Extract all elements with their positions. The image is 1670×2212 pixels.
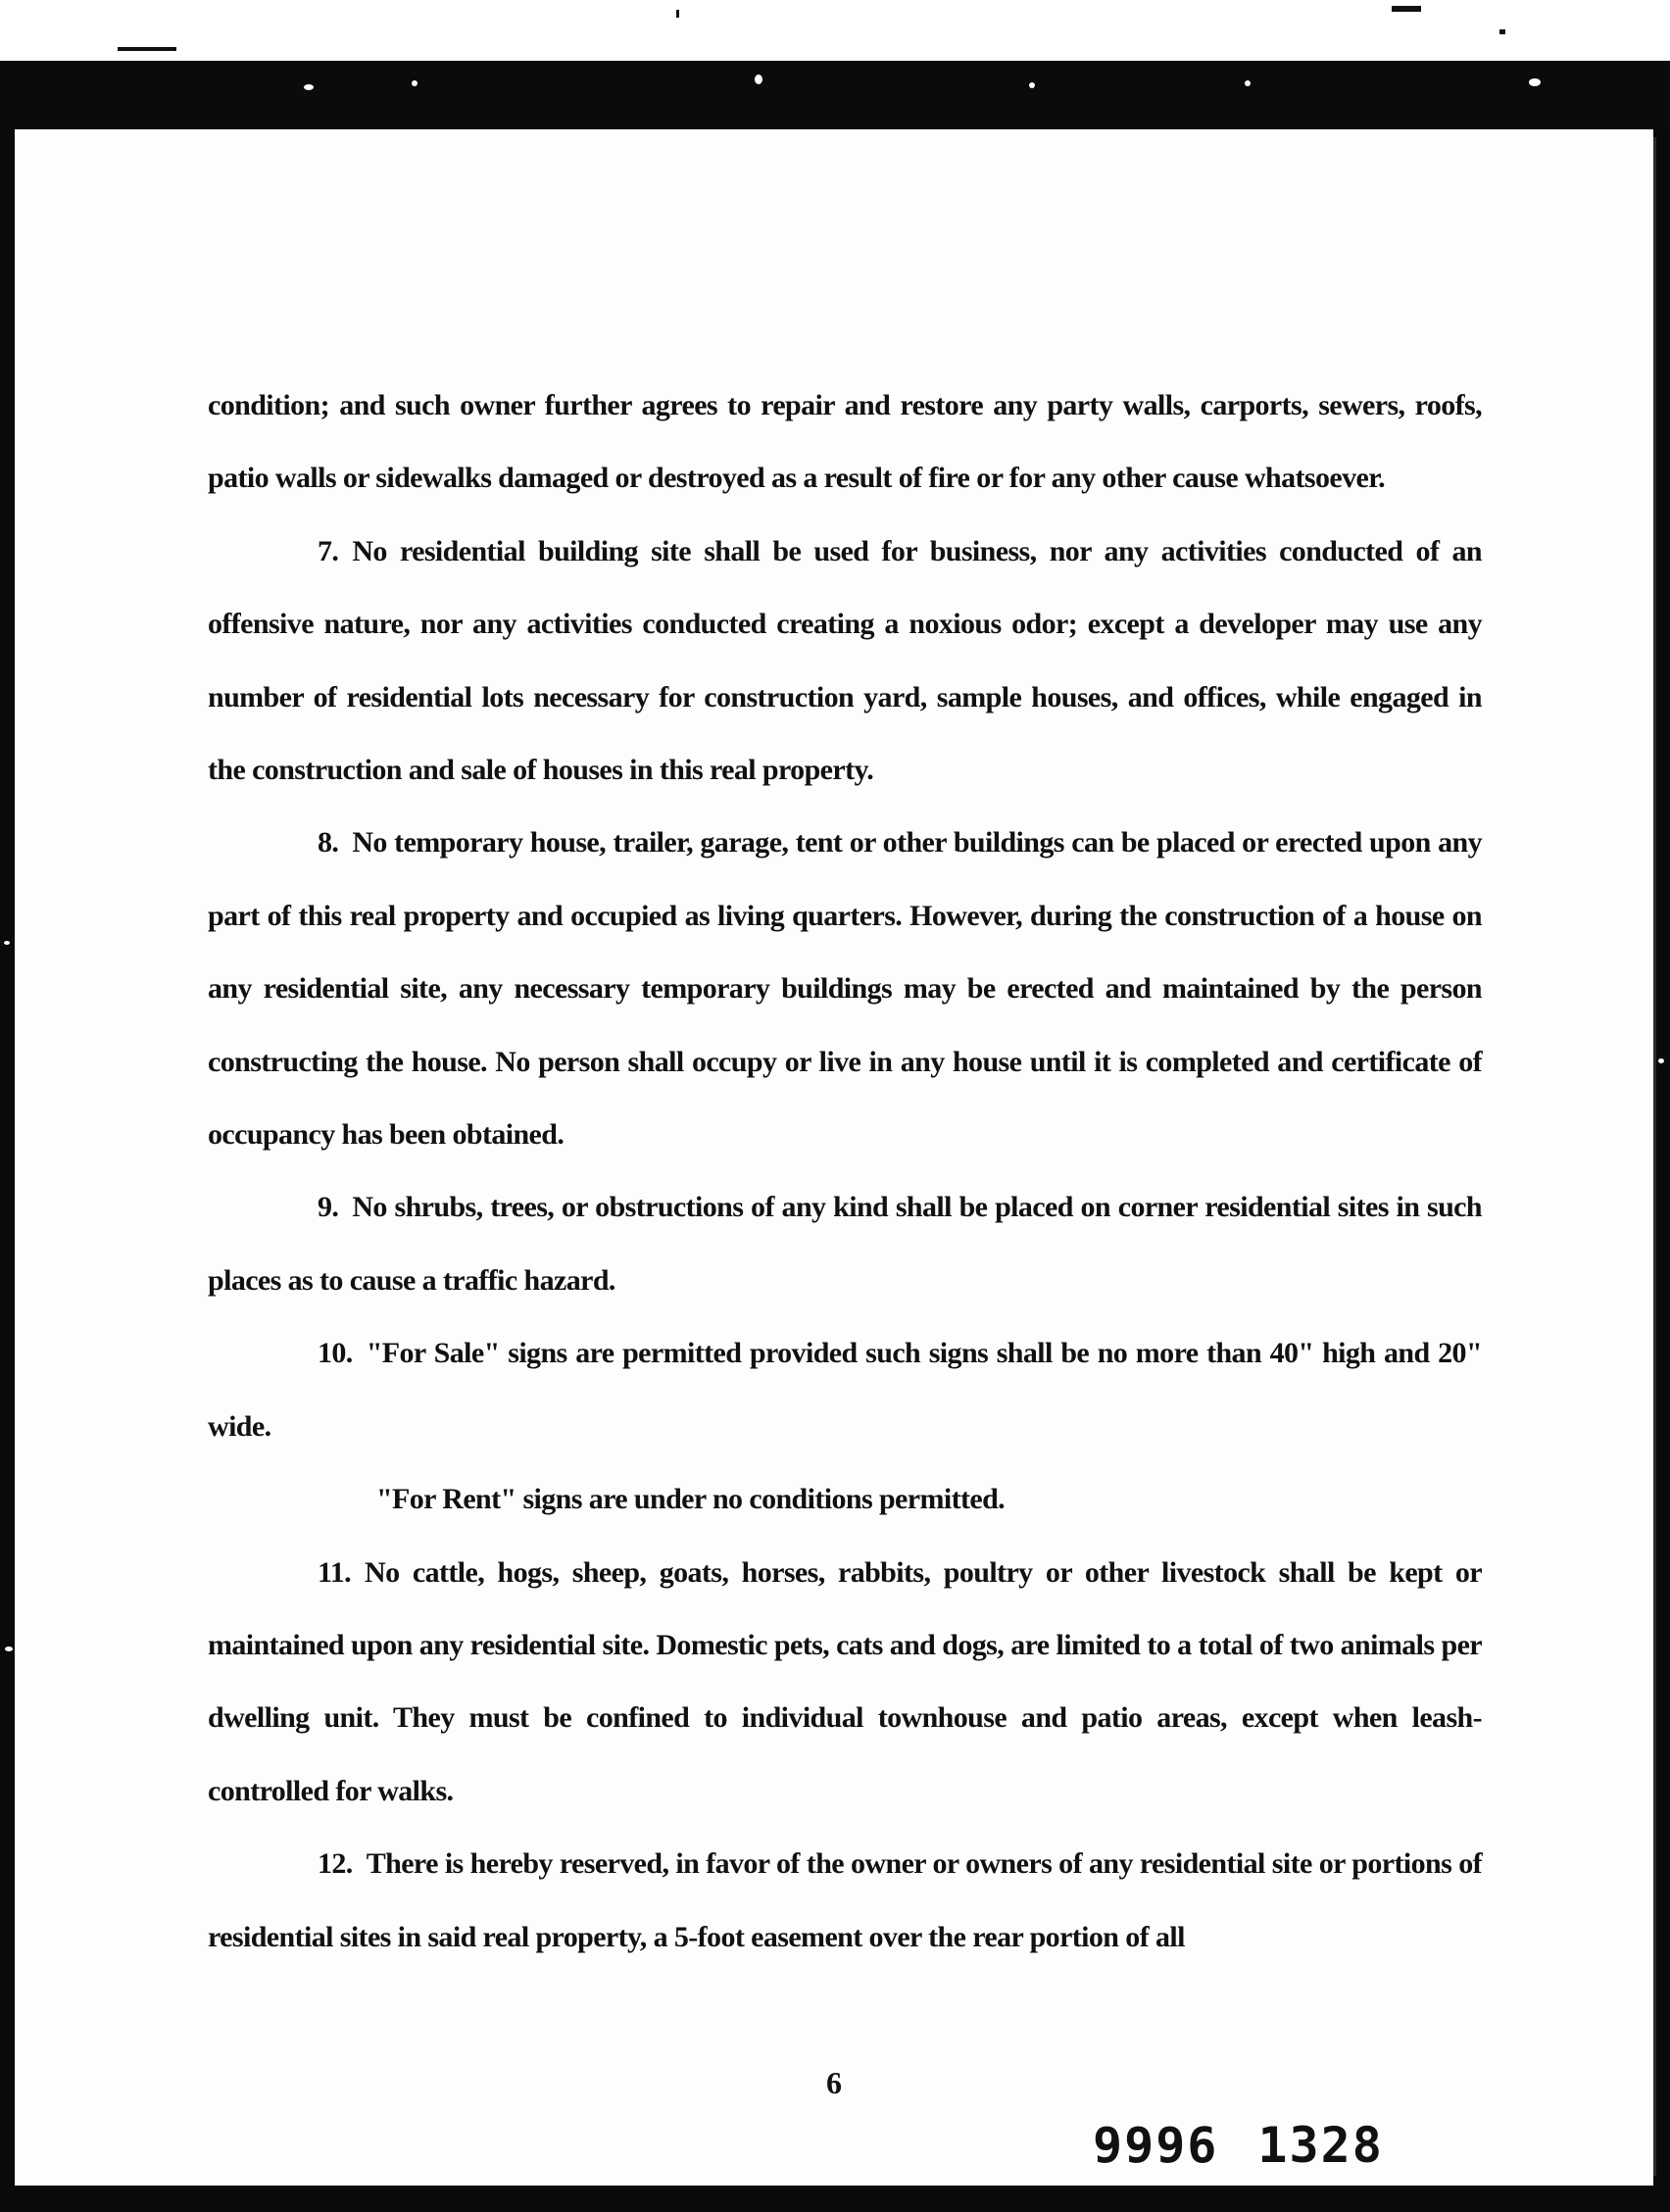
scan-speck (1529, 78, 1541, 86)
paragraph-text: No cattle, hogs, sheep, goats, horses, rabbits, poultry or other livestock shall be kept or maintained upon any residential site. Domestic pets, cats and dogs, are limited to a total of two animals per dwelling unit. They must be confined to individual townhouse and patio areas, except when leash-controlled for walks. (208, 1555, 1482, 1807)
paragraph-number: 8. (318, 826, 339, 860)
paragraph-number: 7. (318, 534, 339, 567)
scan-dark-band (0, 61, 1670, 129)
paragraph-number: 11. (318, 1555, 352, 1589)
paragraph-text: condition; and such owner further agrees to repair and restore any party walls, carports, sewers, roofs, patio walls or sidewalks damaged or destroyed as a result of fire or for any other cause whatsoever. (208, 389, 1482, 495)
paragraph-11 (208, 1537, 1482, 1829)
stamp-page-number: 1328 (1257, 2117, 1384, 2174)
paragraph-number: 10. (318, 1337, 353, 1370)
scan-speck (1392, 6, 1421, 12)
paragraph-for-rent (208, 1463, 1482, 1536)
page-number: 6 (826, 2065, 842, 2100)
paragraph-text: No temporary house, trailer, garage, tent or other buildings can be placed or erected upon any part of this real property and occupied as living quarters. However, during the construction of a house on any residential site, any necessary temporary buildings may be erected and maintained by the person constructing the house. No person shall occupy or live in any house until it is completed and certificate of occupancy has been obtained. (208, 826, 1482, 1152)
stamp-book-number: 9996 (1093, 2117, 1219, 2174)
scan-speck (1029, 82, 1035, 88)
paragraph-8 (208, 807, 1482, 1171)
paragraph-text: "For Sale" signs are permitted provided such signs shall be no more than 40" high and 20" wide. (208, 1337, 1482, 1443)
paragraph-text: No shrubs, trees, or obstructions of any kind shall be placed on corner residential sites in such places as to cause a traffic hazard. (208, 1191, 1482, 1297)
scan-speck (4, 941, 10, 945)
scan-speck (304, 84, 314, 90)
paragraph-number: 12. (318, 1847, 353, 1881)
scan-speck (1245, 80, 1251, 86)
scan-speck (1499, 29, 1505, 34)
scan-speck (755, 74, 762, 84)
scan-edge (1653, 137, 1656, 2176)
paragraph-text: No residential building site shall be used for business, nor any activities conducted of an offensive nature, nor any activities conducted creating a noxious odor; except a developer may use any number of residential lots necessary for construction yard, sample houses, and offices, while engaged in the construction and sale of houses in this real property. (208, 534, 1482, 787)
scan-top-margin (0, 0, 1670, 61)
paragraph-10 (208, 1317, 1482, 1463)
paragraph-text: "For Rent" signs are under no conditions permitted. (376, 1483, 1006, 1516)
scan-speck (412, 80, 418, 86)
paragraph-12 (208, 1828, 1482, 1974)
document-page (15, 129, 1653, 2186)
scan-speck (5, 1647, 13, 1651)
paragraph-9 (208, 1171, 1482, 1317)
scan-speck (1658, 1058, 1664, 1063)
scan-speck (118, 47, 176, 51)
document-body (208, 369, 1482, 1974)
paragraph-continuation (208, 369, 1482, 516)
scan-speck (676, 10, 679, 18)
paragraph-number: 9. (318, 1191, 339, 1224)
paragraph-text: There is hereby reserved, in favor of the owner or owners of any residential site or portions of residential sites in said real property, a 5-foot easement over the rear portion of all (208, 1847, 1482, 1953)
paragraph-7 (208, 516, 1482, 808)
recording-stamp (1093, 2117, 1384, 2174)
